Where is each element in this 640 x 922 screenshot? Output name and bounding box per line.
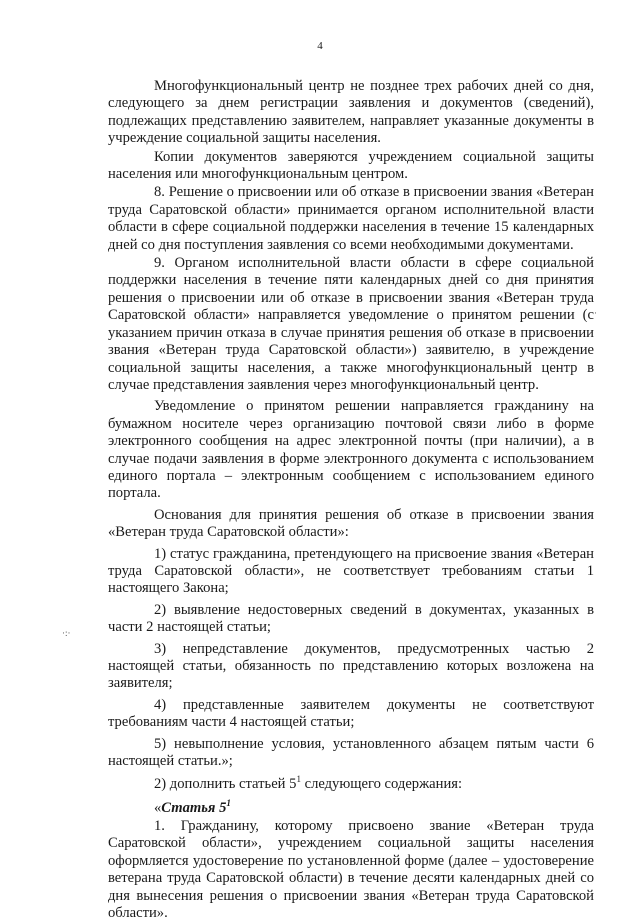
document-body — [108, 78, 594, 922]
paragraph-mfc-transfer: Многофункциональный центр не позднее трех рабочих дней со дня, следующего за днем регистрации заявления и документов (сведений), подлежащих представлению заявителем, направляет указанные документы в учреждение социальной защиты населения. — [108, 78, 594, 147]
article-open-quote: « — [154, 799, 162, 816]
article-heading-label: Статья 5 — [161, 799, 227, 816]
list-item-ground-3: 3) непредставление документов, предусмотренных частью 2 настоящей статьи, обязанность по представлению которых возложена на заявителя; — [108, 640, 594, 692]
list-item-ground-1: 1) статус гражданина, претендующего на присвоение звания «Ветеран труда Саратовской области», не соответствует требованиям статьи 1 настоящего Закона; — [108, 545, 594, 597]
paragraph-amendment-add-article — [108, 771, 594, 793]
amendment-prefix: 2) дополнить статьей 5 — [154, 776, 297, 793]
list-item-ground-4: 4) представленные заявителем документы не соответствуют требованиям части 4 настоящей статьи; — [108, 696, 594, 731]
paragraph-copies-certified: Копии документов заверяются учреждением социальной защиты населения или многофункциональным центром. — [108, 148, 594, 183]
scan-speck-mark: ·:· — [62, 628, 71, 638]
paragraph-item-8-decision: 8. Решение о присвоении или об отказе в присвоении звания «Ветеран труда Саратовской области» принимается органом исполнительной власти области в сфере социальной поддержки населения в течение 15 календарных дней со дня поступления заявления со всеми необходимыми документами. — [108, 184, 594, 253]
paragraph-item-9-notification: 9. Органом исполнительной власти области в сфере социальной поддержки населения в течение пяти календарных дней со дня принятия решения о присвоении или об отказе в присвоении звания «Ветеран труда Саратовской области» направляется уведомление о принятом решении (с указанием причин отказа в случае принятия решения об отказе в присвоении звания «Ветеран труда Саратовской области») заявителю, в учреждение социальной защиты населения, а также многофункциональный центр в случае представления заявления через многофункциональный центр. — [108, 255, 594, 393]
scan-speck-mark: · — [594, 308, 597, 318]
amendment-suffix: следующего содержания: — [300, 776, 463, 793]
list-item-ground-5: 5) невыполнение условия, установленного абзацем пятым части 6 настоящей статьи.»; — [108, 735, 594, 770]
paragraph-article-5-1-item-1: 1. Гражданину, которому присвоено звание «Ветеран труда Саратовской области», учреждением социальной защиты населения оформляется удостоверение по установленной форме (далее – удостоверение ветерана труда Саратовской области) в течение десяти календарных дней со дня вынесения решения о присвоении звания «Ветеран труда Саратовской области». — [108, 817, 594, 921]
list-item-ground-2: 2) выявление недостоверных сведений в документах, указанных в части 2 настоящей статьи; — [108, 601, 594, 636]
amendment-superscript: 1 — [296, 774, 301, 785]
paragraph-refusal-grounds-intro: Основания для принятия решения об отказе в присвоении звания «Ветеран труда Саратовской области»: — [108, 506, 594, 541]
article-heading — [108, 795, 594, 817]
article-heading-superscript: 1 — [226, 797, 231, 808]
paragraph-notification-delivery: Уведомление о принятом решении направляется гражданину на бумажном носителе через организацию почтовой связи либо в форме электронного сообщения на адрес электронной почты (при наличии), а в случае подачи заявления в форме электронного документа с использованием единого портала – электронным сообщением с использованием единого портала. — [108, 398, 594, 502]
page-number: 4 — [317, 40, 323, 52]
